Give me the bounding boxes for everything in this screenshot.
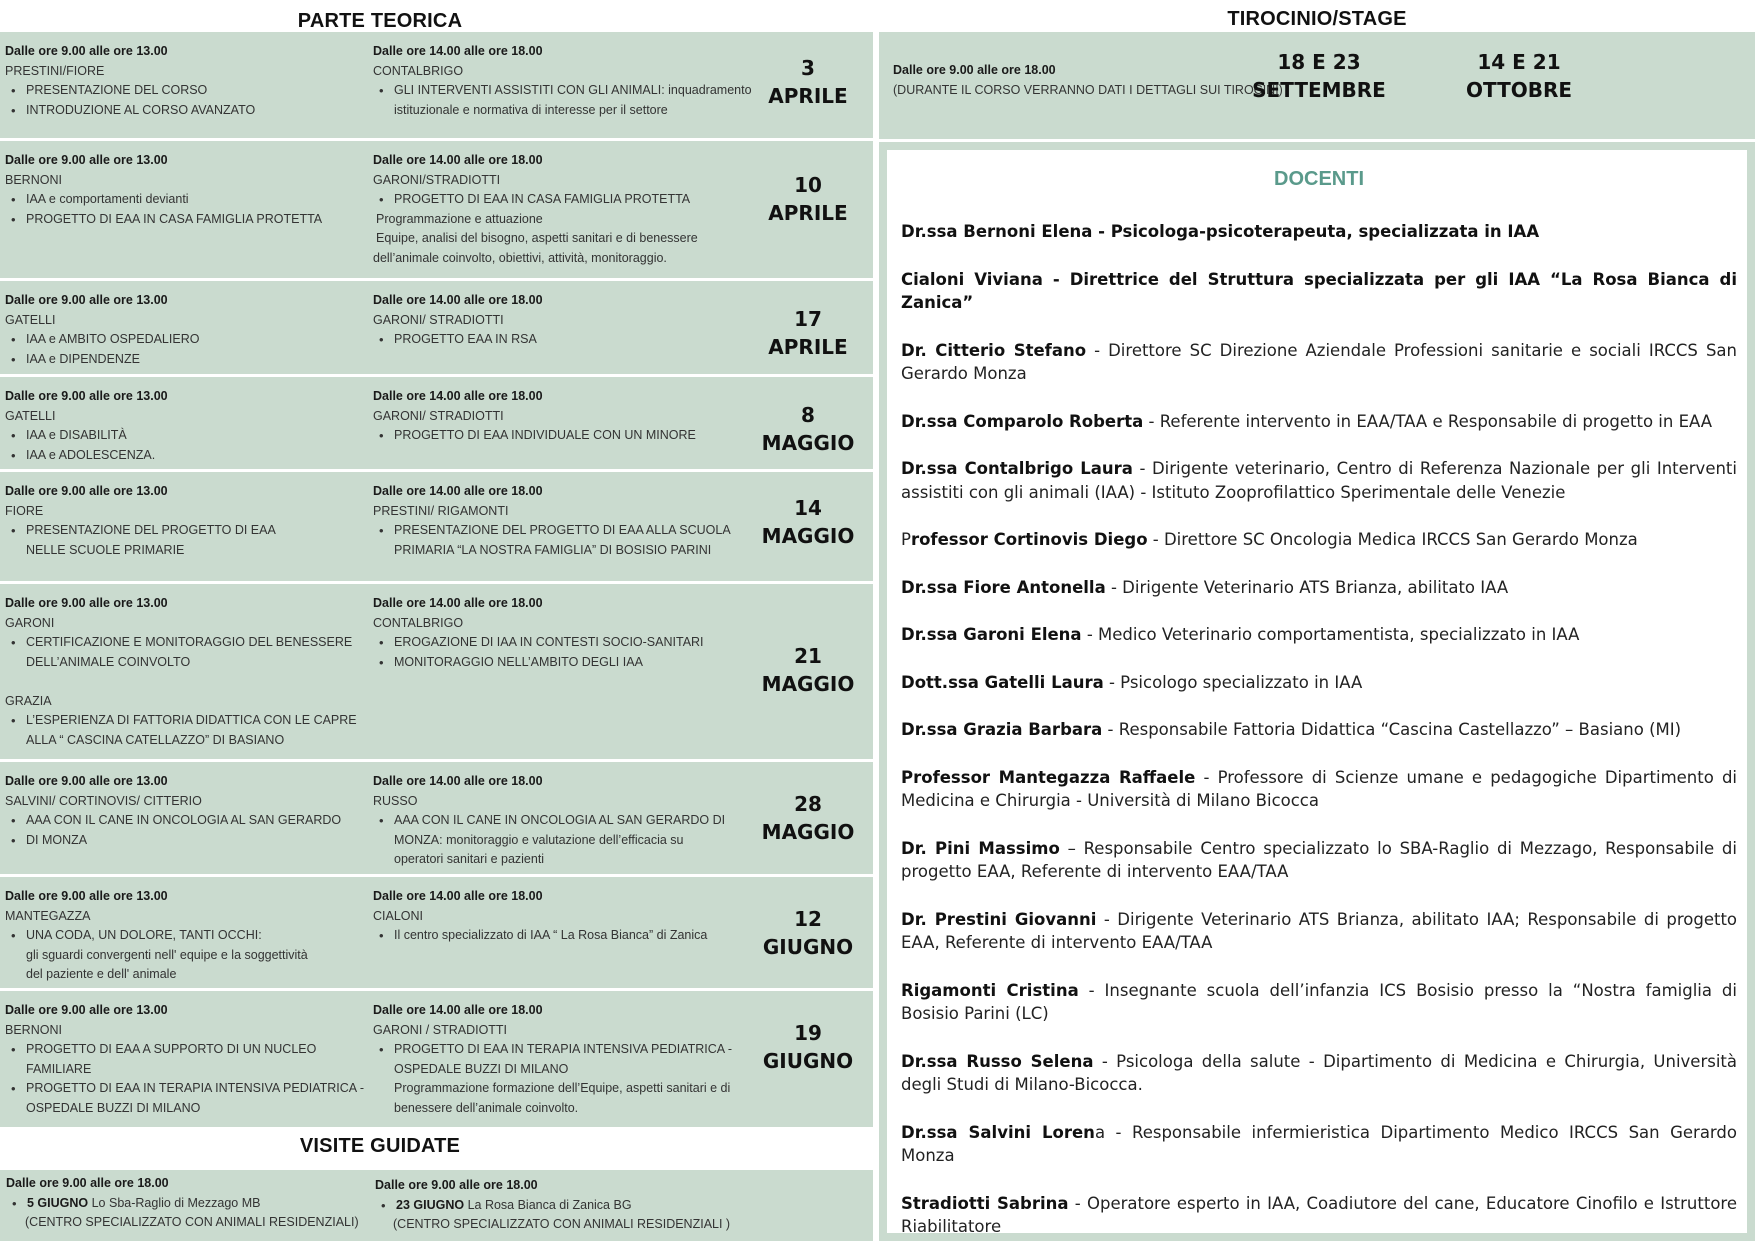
topic-item: • IAA e DIPENDENZE bbox=[5, 350, 365, 370]
date-day: 28 bbox=[794, 792, 822, 816]
slot-time: Dalle ore 14.00 alle ore 18.00 bbox=[373, 596, 543, 610]
topic-item: operatori sanitari e pazienti bbox=[394, 852, 545, 866]
slot-time: Dalle ore 9.00 alle ore 13.00 bbox=[5, 44, 168, 58]
topic-item: • PRESENTAZIONE DEL CORSO bbox=[5, 81, 365, 101]
morning-slot bbox=[5, 1001, 365, 1118]
docente-description: - Direttore SC Oncologia Medica IRCCS San Gerardo Monza bbox=[1147, 530, 1638, 549]
docente-description: - Medico Veterinario comportamentista, specializzato in IAA bbox=[1081, 625, 1580, 644]
docenti-title: DOCENTI bbox=[1274, 168, 1364, 190]
topic-list bbox=[373, 426, 768, 446]
visita-note-text: (CENTRO SPECIALIZZATO CON ANIMALI RESIDENZIALI ) bbox=[393, 1217, 731, 1231]
topic-list bbox=[5, 1040, 365, 1118]
topic-item: Programmazione formazione dell’Equipe, aspetti sanitari e di bbox=[394, 1081, 731, 1095]
docenti-frame bbox=[879, 142, 1755, 1241]
date-day: 19 bbox=[794, 1021, 822, 1045]
topic-list bbox=[373, 633, 768, 672]
visita-time: Dalle ore 9.00 alle ore 18.00 bbox=[6, 1176, 169, 1190]
topic-item: Programmazione e attuazione bbox=[376, 211, 543, 226]
lesson-date bbox=[743, 305, 873, 361]
topic-item: OSPEDALE BUZZI DI MILANO bbox=[394, 1061, 569, 1076]
topic-item: • IAA e AMBITO OSPEDALIERO bbox=[5, 330, 365, 350]
parte-teorica-title: PARTE TEORICA bbox=[297, 10, 463, 32]
topic-list bbox=[5, 633, 365, 672]
docente-name: Dr.ssa Contalbrigo Laura bbox=[901, 459, 1133, 478]
topic-list bbox=[373, 330, 768, 350]
afternoon-slot bbox=[373, 291, 768, 350]
slot-teacher: GRAZIA bbox=[5, 693, 52, 708]
schedule-row bbox=[0, 141, 873, 278]
topic-item: • IAA e comportamenti devianti bbox=[5, 190, 365, 210]
topic-item: • IAA e ADOLESCENZA. bbox=[5, 446, 365, 466]
visita-time: Dalle ore 9.00 alle ore 18.00 bbox=[375, 1178, 538, 1192]
topic-list bbox=[5, 81, 365, 120]
topic-list bbox=[5, 426, 365, 465]
date-month: MAGGIO bbox=[761, 820, 855, 844]
slot-teacher: SALVINI/ CORTINOVIS/ CITTERIO bbox=[5, 793, 202, 808]
docente-description: - Operatore esperto in IAA, Coadiutore del cane, Educatore Cinofilo e Istruttore Riabilitatore bbox=[901, 1193, 1737, 1236]
schedule-row bbox=[0, 281, 873, 374]
tirocinio-days: 18 E 23 bbox=[1277, 50, 1361, 74]
docente-name: Dr. Prestini Giovanni bbox=[901, 909, 1097, 929]
tirocinio-days: 14 E 21 bbox=[1477, 50, 1561, 74]
lesson-date bbox=[743, 790, 873, 846]
schedule-row bbox=[0, 32, 873, 138]
topic-item: • PROGETTO DI EAA INDIVIDUALE CON UN MINORE bbox=[373, 426, 768, 446]
topic-item: • INTRODUZIONE AL CORSO AVANZATO bbox=[5, 101, 365, 121]
docente-item bbox=[901, 220, 1737, 244]
slot-teacher: GATELLI bbox=[5, 312, 56, 327]
docente-item bbox=[901, 1192, 1737, 1239]
date-day: 17 bbox=[794, 307, 822, 331]
slot-time: Dalle ore 9.00 alle ore 13.00 bbox=[5, 389, 168, 403]
docente-item bbox=[901, 576, 1737, 600]
slot-teacher: GARONI/STRADIOTTI bbox=[373, 172, 501, 187]
visita-note bbox=[6, 1213, 366, 1233]
docente-description: - Dirigente veterinario, Centro di Referenza Nazionale per gli Interventi assistiti con gli animali (IAA) - Istituto Zooprofilattico Sperimentale delle Venezie bbox=[901, 459, 1737, 502]
docente-description: - Psicologo specializzato in IAA bbox=[1103, 672, 1363, 692]
tirocinio-title: TIROCINIO/STAGE bbox=[1227, 8, 1407, 30]
topic-item: • CERTIFICAZIONE E MONITORAGGIO DEL BENESSERE bbox=[5, 633, 365, 653]
visita-note-text: (CENTRO SPECIALIZZATO CON ANIMALI RESIDENZIALI) bbox=[25, 1215, 359, 1229]
docente-name: Dr.ssa Salvini Loren bbox=[901, 1122, 1095, 1142]
morning-slot bbox=[5, 482, 365, 560]
visita-left bbox=[6, 1174, 366, 1233]
date-month: GIUGNO bbox=[762, 935, 854, 959]
topic-list bbox=[373, 926, 768, 946]
topic-item: benessere dell’animale coinvolto. bbox=[394, 1100, 579, 1115]
topic-list bbox=[5, 711, 365, 750]
slot-teacher: PRESTINI/FIORE bbox=[5, 63, 105, 78]
topic-item: PRIMARIA “LA NOSTRA FAMIGLIA” DI BOSISIO PARINI bbox=[394, 542, 712, 557]
morning-slot bbox=[5, 291, 365, 369]
topic-item: DELL’ANIMALE COINVOLTO bbox=[26, 654, 191, 669]
topic-item: • EROGAZIONE DI IAA IN CONTESTI SOCIO-SANITARI bbox=[373, 633, 768, 653]
date-day: 12 bbox=[794, 907, 822, 931]
slot-teacher: BERNONI bbox=[5, 1022, 62, 1037]
topic-item: FAMILIARE bbox=[26, 1061, 92, 1076]
morning-slot bbox=[5, 887, 365, 985]
docente-name: Dr.ssa Comparolo Roberta bbox=[901, 411, 1144, 431]
spacer bbox=[5, 672, 365, 692]
docente-description: - Psicologa della salute - Dipartimento di Medicina e Chirurgia, Università degli Studi di Milano-Bicocca. bbox=[901, 1051, 1738, 1094]
topic-list bbox=[373, 81, 768, 120]
slot-time: Dalle ore 9.00 alle ore 13.00 bbox=[5, 293, 168, 307]
topic-item: dell’animale coinvolto, obiettivi, attività, monitoraggio. bbox=[373, 250, 667, 265]
morning-slot bbox=[5, 387, 365, 465]
docente-name: Dr.ssa Fiore Antonella bbox=[901, 577, 1106, 597]
visita-item bbox=[6, 1194, 366, 1214]
slot-time: Dalle ore 9.00 alle ore 13.00 bbox=[5, 484, 168, 498]
docente-name: Dr. Citterio Stefano bbox=[901, 340, 1087, 360]
schedule-row bbox=[0, 472, 873, 581]
docente-item bbox=[901, 339, 1737, 386]
topic-item: gli sguardi convergenti nell' equipe e la soggettività bbox=[26, 947, 308, 962]
slot-time: Dalle ore 9.00 alle ore 13.00 bbox=[5, 774, 168, 788]
date-month: APRILE bbox=[768, 201, 848, 225]
slot-time: Dalle ore 14.00 alle ore 18.00 bbox=[373, 484, 543, 498]
slot-teacher: BERNONI bbox=[5, 172, 62, 187]
slot-teacher: CIALONI bbox=[373, 908, 424, 923]
afternoon-slot bbox=[373, 42, 768, 120]
date-month: MAGGIO bbox=[761, 524, 855, 548]
docente-description: - Dirigente Veterinario ATS Brianza, abilitato IAA; Responsabile di progetto EAA, Referente di intervento EAA/TAA bbox=[901, 909, 1738, 952]
slot-time: Dalle ore 14.00 alle ore 18.00 bbox=[373, 889, 543, 903]
date-month: MAGGIO bbox=[761, 431, 855, 455]
topic-list bbox=[373, 521, 768, 560]
right-column bbox=[879, 0, 1755, 1241]
slot-teacher: CONTALBRIGO bbox=[373, 63, 464, 78]
topic-item: • PROGETTO DI EAA IN CASA FAMIGLIA PROTETTA bbox=[373, 190, 768, 210]
afternoon-slot bbox=[373, 151, 768, 268]
morning-slot bbox=[5, 151, 365, 229]
slot-time: Dalle ore 14.00 alle ore 18.00 bbox=[373, 293, 543, 307]
topic-list bbox=[5, 521, 365, 560]
topic-item: • UNA CODA, UN DOLORE, TANTI OCCHI: bbox=[5, 926, 365, 946]
topic-item: NELLE SCUOLE PRIMARIE bbox=[26, 542, 185, 557]
date-month: APRILE bbox=[768, 335, 848, 359]
docenti-list bbox=[901, 220, 1737, 1239]
slot-time: Dalle ore 9.00 alle ore 13.00 bbox=[5, 889, 168, 903]
docente-description: a - Responsabile infermieristica Dipartimento Medico IRCCS San Gerardo Monza bbox=[901, 1122, 1737, 1165]
date-month: MAGGIO bbox=[761, 672, 855, 696]
visita-right bbox=[375, 1176, 775, 1235]
docente-item bbox=[901, 979, 1737, 1026]
topic-list bbox=[373, 1040, 768, 1118]
topic-item: • PRESENTAZIONE DEL PROGETTO DI EAA ALLA SCUOLA bbox=[373, 521, 768, 541]
docente-item bbox=[901, 623, 1737, 647]
topic-item: • PROGETTO DI EAA IN TERAPIA INTENSIVA PEDIATRICA - bbox=[5, 1079, 365, 1099]
visite-guidate-row bbox=[0, 1170, 873, 1241]
docente-item bbox=[901, 1050, 1737, 1097]
docente-name: Dr.ssa Bernoni Elena - Psicologa-psicoterapeuta, specializzata in IAA bbox=[901, 222, 1540, 241]
tirocinio-month: OTTOBRE bbox=[1465, 78, 1573, 102]
visita-note bbox=[375, 1215, 775, 1235]
slot-time: Dalle ore 14.00 alle ore 18.00 bbox=[373, 1003, 543, 1017]
afternoon-slot bbox=[373, 594, 768, 672]
parte-teorica-column bbox=[0, 0, 873, 1241]
tirocinio-month: SETTEMBRE bbox=[1252, 78, 1386, 102]
docente-item bbox=[901, 766, 1737, 813]
docente-item bbox=[901, 268, 1737, 315]
docente-item bbox=[901, 908, 1737, 955]
slot-teacher: MANTEGAZZA bbox=[5, 908, 91, 923]
lesson-date bbox=[743, 1019, 873, 1075]
docente-description: - Insegnante scuola dell’infanzia ICS Bosisio presso la “Nostra famiglia di Bosisio Parini (LC) bbox=[901, 980, 1737, 1023]
docente-prefix: P bbox=[901, 530, 911, 549]
lesson-date bbox=[743, 171, 873, 227]
topic-item: • PRESENTAZIONE DEL PROGETTO DI EAA bbox=[5, 521, 365, 541]
date-month: GIUGNO bbox=[762, 1049, 854, 1073]
docente-name: Professor Mantegazza Raffaele bbox=[901, 767, 1196, 787]
docente-name: Dr.ssa Grazia Barbara bbox=[901, 720, 1103, 739]
docente-item bbox=[901, 457, 1737, 504]
docente-name: Dr.ssa Garoni Elena bbox=[901, 625, 1082, 644]
topic-item: del paziente e dell' animale bbox=[26, 967, 177, 981]
topic-item: • IAA e DISABILITÀ bbox=[5, 426, 365, 446]
topic-item: MONZA: monitoraggio e valutazione dell’efficacia su bbox=[394, 832, 684, 847]
date-day: 21 bbox=[794, 644, 822, 668]
morning-slot bbox=[5, 772, 365, 850]
topic-item: ALLA “ CASCINA CATELLAZZO” DI BASIANO bbox=[26, 732, 285, 747]
docente-description: - Professore di Scienze umane e pedagogiche Dipartimento di Medicina e Chirurgia - Università di Milano Bicocca bbox=[901, 767, 1737, 810]
visite-guidate-title: VISITE GUIDATE bbox=[299, 1135, 461, 1157]
topic-item: • GLI INTERVENTI ASSISTITI CON GLI ANIMALI: inquadramento bbox=[373, 81, 768, 101]
slot-time: Dalle ore 9.00 alle ore 13.00 bbox=[5, 1003, 168, 1017]
docente-item bbox=[901, 528, 1737, 552]
lesson-date bbox=[743, 54, 873, 110]
afternoon-slot bbox=[373, 772, 768, 870]
schedule-row bbox=[0, 762, 873, 874]
docente-name: rofessor Cortinovis Diego bbox=[910, 530, 1148, 549]
tirocinio-note: (DURANTE IL CORSO VERRANNO DATI I DETTAGLI SUI TIROCINI) bbox=[893, 83, 1283, 97]
afternoon-slot bbox=[373, 887, 768, 946]
slot-teacher: GARONI/ STRADIOTTI bbox=[373, 312, 504, 327]
topic-item: Equipe, analisi del bisogno, aspetti sanitari e di benessere bbox=[376, 231, 698, 245]
morning-slot bbox=[5, 42, 365, 120]
slot-teacher: RUSSO bbox=[373, 793, 418, 808]
topic-item: • PROGETTO DI EAA A SUPPORTO DI UN NUCLEO bbox=[5, 1040, 365, 1060]
slot-teacher: FIORE bbox=[5, 503, 44, 518]
docente-description: - Dirigente Veterinario ATS Brianza, abilitato IAA bbox=[1105, 577, 1509, 597]
slot-time: Dalle ore 14.00 alle ore 18.00 bbox=[373, 389, 543, 403]
topic-item: • MONITORAGGIO NELL’AMBITO DEGLI IAA bbox=[373, 653, 768, 673]
docente-name: Dr.ssa Russo Selena bbox=[901, 1051, 1094, 1071]
docente-name: Dr. Pini Massimo bbox=[901, 838, 1060, 858]
topic-item: • L’ESPERIENZA DI FATTORIA DIDATTICA CON LE CAPRE bbox=[5, 711, 365, 731]
visita-date: 5 GIUGNO bbox=[27, 1195, 89, 1210]
docente-item bbox=[901, 410, 1737, 434]
tirocinio-date-1 bbox=[1239, 48, 1399, 104]
topic-item: • PROGETTO DI EAA IN TERAPIA INTENSIVA PEDIATRICA - bbox=[373, 1040, 768, 1060]
lesson-date bbox=[743, 905, 873, 961]
docente-description: – Responsabile Centro specializzato lo SBA-Raglio di Mezzago, Responsabile di progetto EAA, Referente di intervento EAA/TAA bbox=[901, 838, 1737, 881]
topic-list bbox=[5, 926, 365, 985]
docente-name: Dott.ssa Gatelli Laura bbox=[901, 672, 1104, 692]
docente-item bbox=[901, 718, 1737, 742]
date-day: 8 bbox=[801, 403, 815, 427]
topic-item: • PROGETTO EAA IN RSA bbox=[373, 330, 768, 350]
slot-time: Dalle ore 9.00 alle ore 13.00 bbox=[5, 153, 168, 167]
date-day: 3 bbox=[801, 56, 815, 80]
slot-teacher: GARONI/ STRADIOTTI bbox=[373, 408, 504, 423]
morning-slot bbox=[5, 594, 365, 750]
topic-item: OSPEDALE BUZZI DI MILANO bbox=[26, 1100, 201, 1115]
slot-time: Dalle ore 14.00 alle ore 18.00 bbox=[373, 44, 543, 58]
docenti-panel bbox=[887, 150, 1747, 1236]
tirocinio-time: Dalle ore 9.00 alle ore 18.00 bbox=[893, 63, 1056, 77]
schedule-row bbox=[0, 991, 873, 1127]
visita-place: Lo Sba-Raglio di Mezzago MB bbox=[91, 1195, 261, 1210]
topic-item: • Il centro specializzato di IAA “ La Rosa Bianca” di Zanica bbox=[373, 926, 768, 946]
slot-teacher: GATELLI bbox=[5, 408, 56, 423]
slot-time: Dalle ore 9.00 alle ore 13.00 bbox=[5, 596, 168, 610]
docente-name: Stradiotti Sabrina bbox=[901, 1193, 1069, 1213]
topic-list bbox=[373, 811, 768, 870]
afternoon-slot bbox=[373, 482, 768, 560]
afternoon-slot bbox=[373, 387, 768, 446]
slot-teacher: GARONI / STRADIOTTI bbox=[373, 1022, 508, 1037]
docente-description: - Responsabile Fattoria Didattica “Cascina Castellazzo” – Basiano (MI) bbox=[1102, 720, 1682, 739]
date-month: APRILE bbox=[768, 84, 848, 108]
visita-place: La Rosa Bianca di Zanica BG bbox=[467, 1197, 632, 1212]
slot-teacher: PRESTINI/ RIGAMONTI bbox=[373, 503, 509, 518]
topic-item: • PROGETTO DI EAA IN CASA FAMIGLIA PROTETTA bbox=[5, 210, 365, 230]
docente-description: - Direttore SC Direzione Aziendale Professioni sanitarie e sociali IRCCS San Gerardo Monza bbox=[901, 340, 1737, 383]
schedule-row bbox=[0, 377, 873, 469]
docente-item bbox=[901, 837, 1737, 884]
topic-item: • AAA CON IL CANE IN ONCOLOGIA AL SAN GERARDO DI bbox=[373, 811, 768, 831]
tirocinio-box bbox=[879, 32, 1755, 139]
schedule-row bbox=[0, 584, 873, 759]
date-day: 14 bbox=[794, 496, 822, 520]
lesson-date bbox=[743, 642, 873, 698]
topic-list bbox=[5, 811, 365, 850]
lesson-date bbox=[743, 401, 873, 457]
tirocinio-date-2 bbox=[1439, 48, 1599, 104]
topic-list bbox=[5, 190, 365, 229]
docente-item bbox=[901, 1121, 1737, 1168]
topic-item: • DI MONZA bbox=[5, 831, 365, 851]
topic-item: • AAA CON IL CANE IN ONCOLOGIA AL SAN GERARDO bbox=[5, 811, 365, 831]
date-day: 10 bbox=[794, 173, 822, 197]
docente-name: Rigamonti Cristina bbox=[901, 980, 1079, 1000]
topic-item: istituzionale e normativa di interesse per il settore bbox=[394, 102, 668, 117]
topic-list bbox=[373, 190, 768, 268]
docente-item bbox=[901, 671, 1737, 695]
docente-description: - Referente intervento in EAA/TAA e Responsabile di progetto in EAA bbox=[1143, 411, 1713, 431]
visita-date: 23 GIUGNO bbox=[396, 1197, 465, 1212]
afternoon-slot bbox=[373, 1001, 768, 1118]
schedule-row bbox=[0, 877, 873, 988]
docente-name: Cialoni Viviana - Direttrice del Struttura specializzata per gli IAA “La Rosa Bianca di Zanica” bbox=[901, 269, 1737, 312]
slot-time: Dalle ore 14.00 alle ore 18.00 bbox=[373, 774, 543, 788]
slot-time: Dalle ore 14.00 alle ore 18.00 bbox=[373, 153, 543, 167]
slot-teacher: GARONI bbox=[5, 615, 55, 630]
topic-list bbox=[5, 330, 365, 369]
slot-teacher: CONTALBRIGO bbox=[373, 615, 464, 630]
visita-item bbox=[375, 1196, 775, 1216]
tirocinio-info bbox=[893, 60, 1283, 100]
lesson-date bbox=[743, 494, 873, 550]
